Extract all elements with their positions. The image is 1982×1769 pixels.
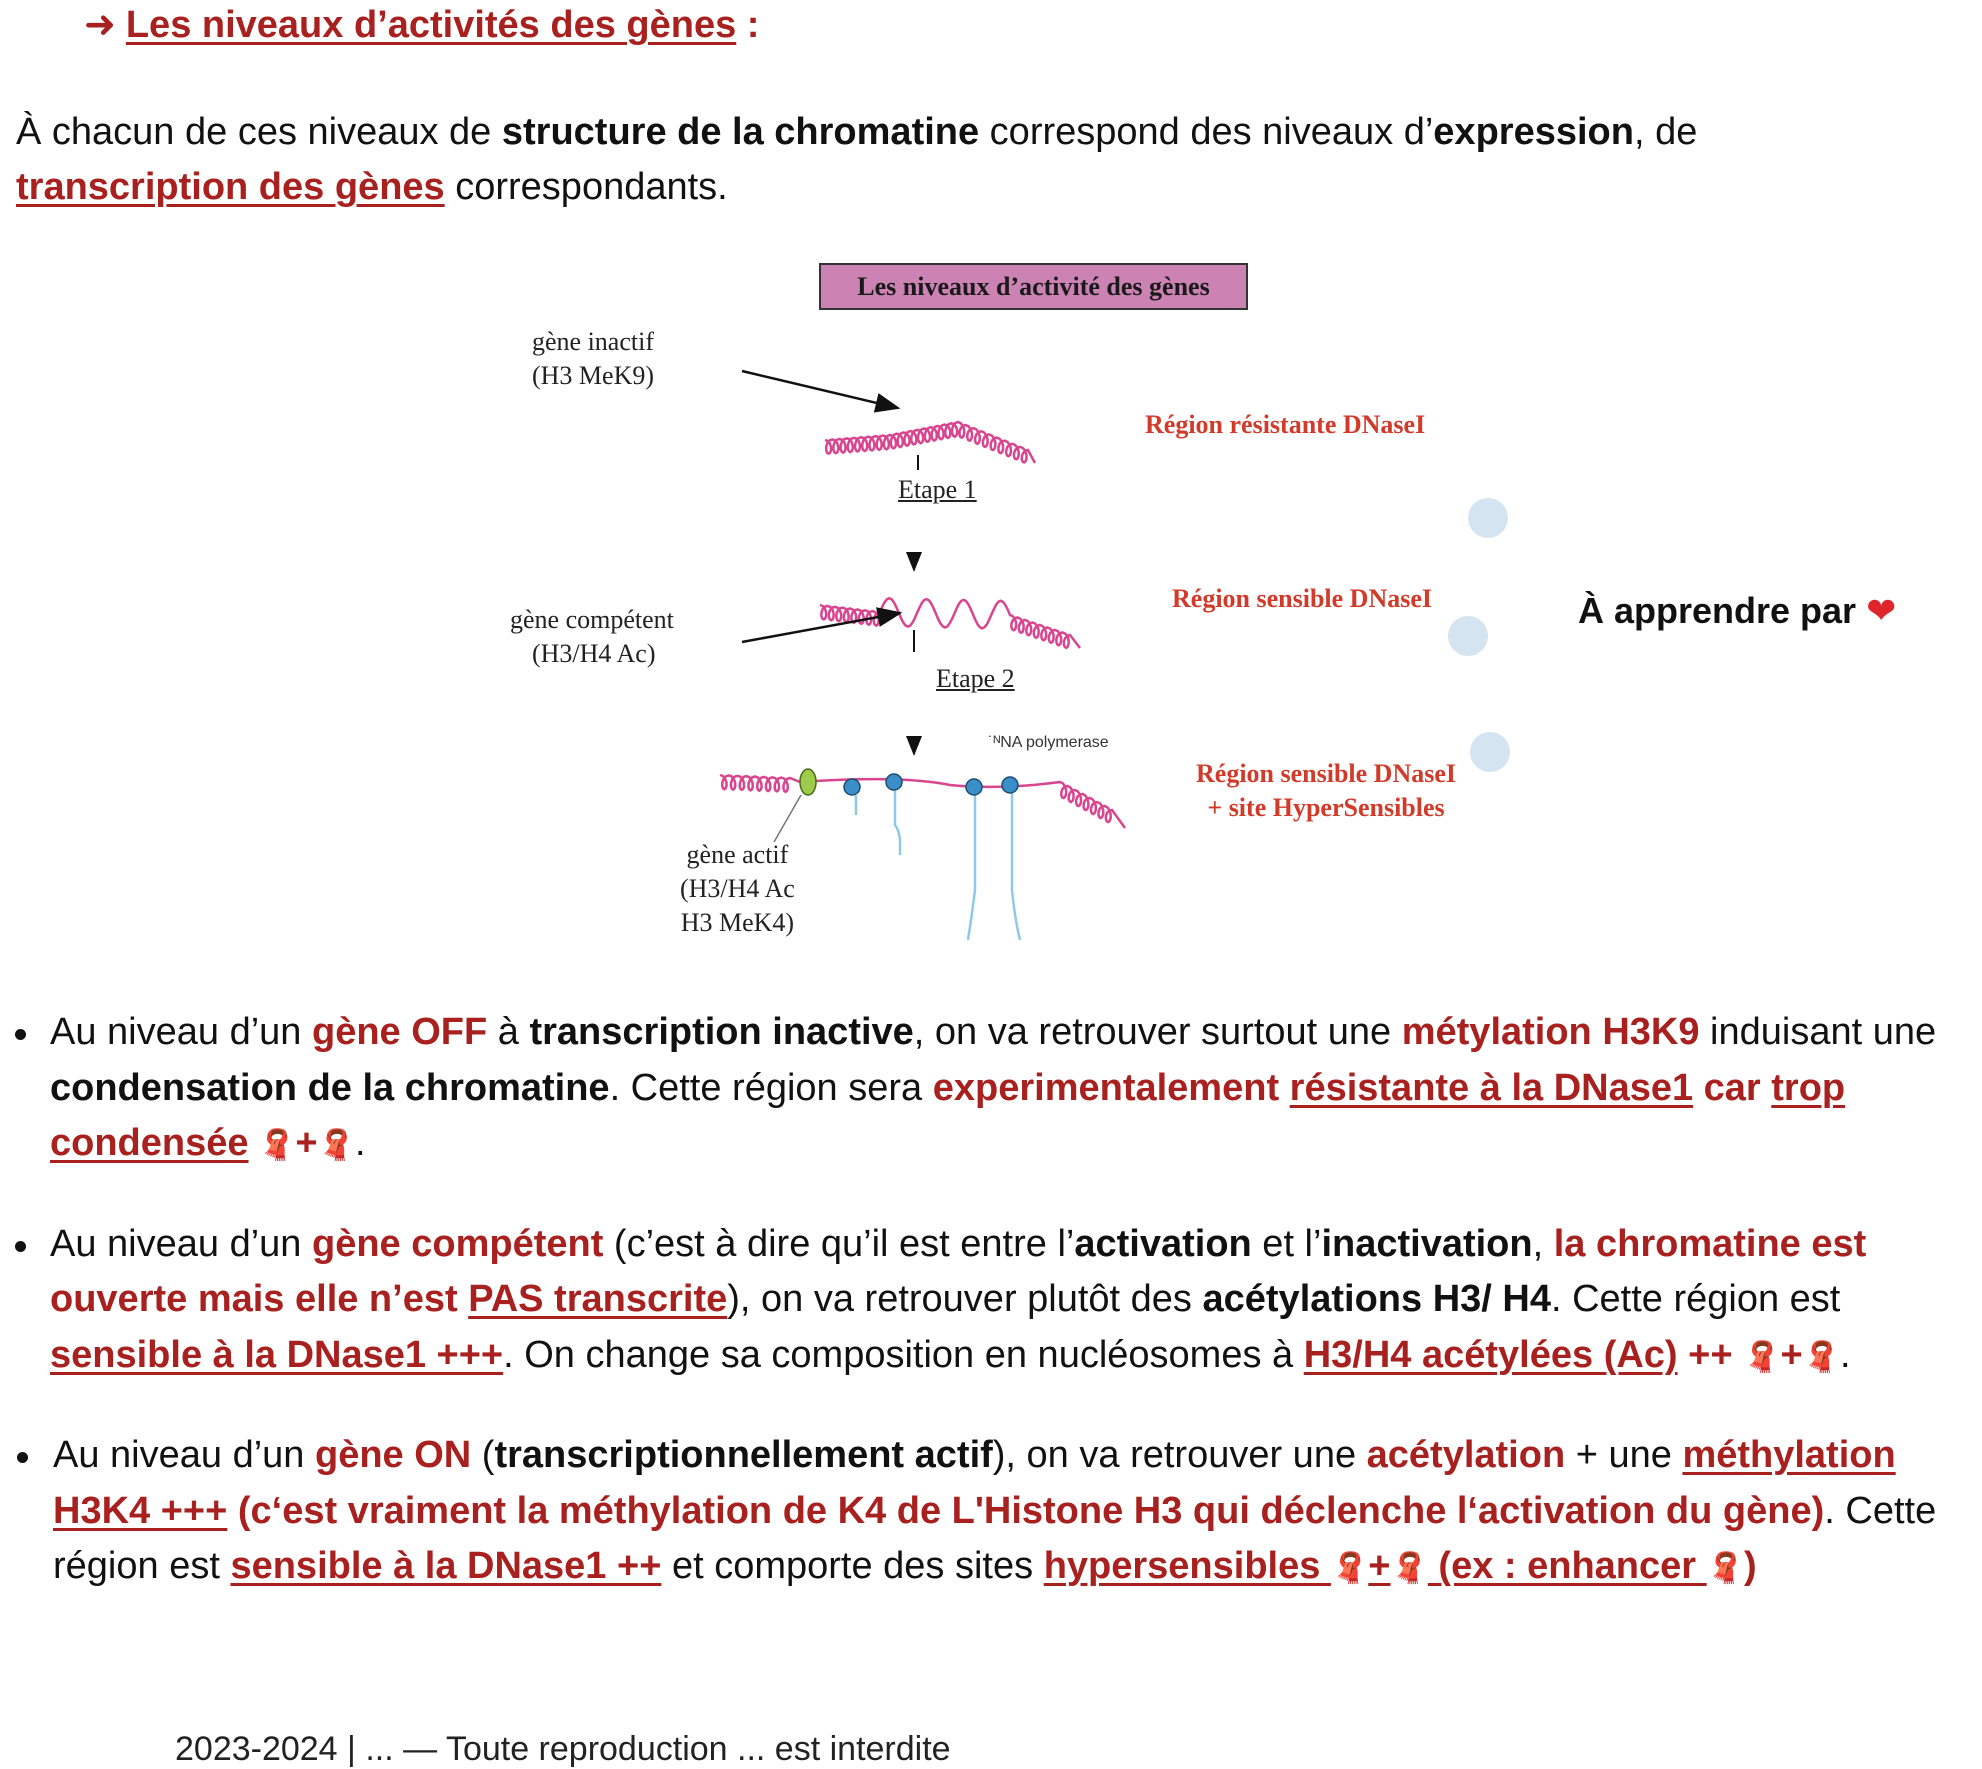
text: induisant une bbox=[1699, 1011, 1937, 1053]
highlight-gene-competent: gène compétent bbox=[311, 1222, 604, 1265]
region-sensitive-label: Région sensible DNaseI bbox=[1172, 584, 1433, 613]
scarf-icon: 🧣 bbox=[1743, 1339, 1781, 1375]
text: Au niveau d’un bbox=[53, 1434, 315, 1476]
intro-text: , de bbox=[1633, 111, 1698, 153]
highlight-experimental: experimentalement bbox=[932, 1066, 1290, 1109]
step-1-label: Etape 1 bbox=[898, 475, 977, 504]
arrow-right-icon: ➜ bbox=[84, 4, 116, 46]
decor-dot-2 bbox=[1448, 616, 1488, 656]
section-title: Les niveaux d’activités des gènes bbox=[125, 4, 737, 46]
text: ), on va retrouver une bbox=[992, 1434, 1367, 1476]
highlight-too-condensed: trop condensée bbox=[50, 1066, 1846, 1164]
bold-condensation: condensation de la chromatine bbox=[50, 1066, 610, 1109]
rna-transcript-3 bbox=[968, 795, 975, 940]
scarf-icon: 🧣 bbox=[317, 1128, 355, 1163]
bold-transcriptionally-active: transcriptionnellement actif bbox=[494, 1434, 993, 1476]
highlight-resistant-dnase: résistante à la DNase1 bbox=[1289, 1066, 1694, 1109]
region-hypersensitive-label bbox=[1196, 757, 1456, 825]
list-item-gene-competent bbox=[0, 1217, 1962, 1386]
text: ), on va retrouver plutôt des bbox=[727, 1278, 1203, 1320]
intro-text: À chacun de ces niveaux de bbox=[16, 111, 502, 153]
highlight-open-chromatin: la chromatine est ouverte mais elle n’est bbox=[50, 1222, 1867, 1320]
region-hypersensitive-line2: + site HyperSensibles bbox=[1207, 793, 1445, 822]
label-competent-gene bbox=[510, 603, 674, 671]
plus-sign: + bbox=[295, 1122, 318, 1164]
text: , on va retrouver surtout une bbox=[913, 1011, 1402, 1053]
highlight-acetylated-h3h4: H3/H4 acétylées (Ac) bbox=[1303, 1333, 1678, 1376]
highlight-sensitive-dnase: sensible à la DNase1 ++ bbox=[230, 1545, 662, 1587]
promoter-pointer bbox=[774, 795, 801, 842]
highlight-enhancer: (ex : enhancer bbox=[1427, 1545, 1707, 1587]
text: et comporte des sites bbox=[661, 1545, 1044, 1587]
label-active-line3: H3 MeK4) bbox=[680, 908, 795, 937]
rna-polymerase-4 bbox=[1002, 777, 1018, 793]
rna-polymerase-3 bbox=[966, 779, 982, 795]
chromatin-open bbox=[820, 598, 1080, 648]
text: ) bbox=[1743, 1545, 1757, 1587]
highlight-plusplus: ++ bbox=[1677, 1333, 1744, 1376]
list-item-gene-on bbox=[0, 1428, 1962, 1597]
rna-polymerase-1 bbox=[844, 779, 860, 795]
label-active-line2: (H3/H4 Ac bbox=[680, 874, 795, 903]
text: . bbox=[354, 1122, 366, 1164]
section-title-colon: : bbox=[736, 4, 760, 46]
text: Au niveau d’un bbox=[50, 1011, 312, 1053]
highlight-hypersensitive: hypersensibles bbox=[1043, 1545, 1331, 1587]
footer-copyright: 2023-2024 | ... — Toute reproduction ... est interdite bbox=[175, 1730, 951, 1768]
pointer-arrow-inactive bbox=[742, 371, 898, 408]
bold-acetylations: acétylations H3/ H4 bbox=[1202, 1278, 1551, 1320]
list-item-gene-off bbox=[0, 1005, 1962, 1174]
label-inactive-gene bbox=[532, 325, 654, 393]
rna-transcript-2 bbox=[895, 790, 900, 855]
bold-inactivation: inactivation bbox=[1321, 1222, 1533, 1265]
text: ( bbox=[471, 1434, 495, 1476]
scarf-icon: 🧣 bbox=[1802, 1339, 1840, 1375]
region-resistant-label: Région résistante DNaseI bbox=[1145, 410, 1426, 439]
label-competent-line2: (H3/H4 Ac) bbox=[532, 639, 656, 668]
intro-bold-expression: expression bbox=[1433, 111, 1634, 153]
plus-sign: + bbox=[1780, 1333, 1803, 1376]
text: et l’ bbox=[1251, 1222, 1322, 1265]
bold-transcription-inactive: transcription inactive bbox=[529, 1011, 914, 1053]
highlight-car: car bbox=[1693, 1066, 1772, 1109]
bold-activation: activation bbox=[1074, 1222, 1252, 1265]
diagram-title: Les niveaux d’activité des gènes bbox=[819, 263, 1248, 310]
rna-transcript-4 bbox=[1012, 790, 1020, 940]
decor-dot-3 bbox=[1470, 732, 1510, 772]
text: . On change sa composition en nucléosomes à bbox=[503, 1333, 1304, 1376]
intro-highlight-transcription: transcription des gènes bbox=[16, 166, 445, 208]
text: . Cette région est bbox=[53, 1489, 1937, 1587]
text: à bbox=[487, 1011, 530, 1053]
highlight-gene-off: gène OFF bbox=[311, 1011, 488, 1053]
label-inactive-line1: gène inactif bbox=[532, 327, 654, 356]
gene-state-list bbox=[0, 1005, 1982, 1597]
text: (c’est à dire qu’il est entre l’ bbox=[603, 1222, 1075, 1265]
intro-text: correspondants. bbox=[444, 166, 728, 208]
scarf-icon: 🧣 bbox=[1390, 1551, 1428, 1586]
gene-activity-diagram bbox=[480, 250, 1540, 950]
intro-text: correspond des niveaux d’ bbox=[979, 111, 1434, 153]
plus-sign: + bbox=[1368, 1545, 1391, 1587]
intro-bold-structure: structure de la chromatine bbox=[501, 111, 980, 153]
highlight-gene-on: gène ON bbox=[314, 1434, 472, 1476]
label-active-line1: gène actif bbox=[686, 840, 789, 869]
highlight-acetylation: acétylation bbox=[1366, 1434, 1566, 1476]
text: Au niveau d’un bbox=[50, 1222, 312, 1265]
rna-polymerase-2 bbox=[886, 774, 902, 790]
promoter-marker bbox=[800, 769, 816, 795]
highlight-not-transcribed: PAS transcrite bbox=[468, 1278, 728, 1320]
highlight-k4-explanation: (c‘est vraiment la méthylation de K4 de L'Histone H3 qui déclenche l‘activation du gène) bbox=[227, 1489, 1825, 1532]
scarf-icon: 🧣 bbox=[1330, 1551, 1369, 1586]
text: . bbox=[1840, 1333, 1851, 1376]
step-2-label: Etape 2 bbox=[936, 664, 1015, 693]
text: , bbox=[1532, 1222, 1554, 1265]
decor-dot-1 bbox=[1468, 498, 1508, 538]
scarf-icon: 🧣 bbox=[248, 1128, 296, 1163]
learn-by-heart-text: À apprendre par bbox=[1578, 590, 1867, 631]
text: . Cette région sera bbox=[609, 1066, 933, 1109]
heart-icon: ❤ bbox=[1866, 591, 1897, 632]
region-hypersensitive-line1: Région sensible DNaseI bbox=[1196, 759, 1457, 788]
label-competent-line1: gène compétent bbox=[510, 605, 674, 634]
text: . Cette région est bbox=[1550, 1278, 1841, 1320]
chromatin-condensed bbox=[825, 422, 1035, 463]
label-inactive-line2: (H3 MeK9) bbox=[532, 361, 655, 390]
intro-paragraph bbox=[16, 105, 1956, 215]
scarf-icon: 🧣 bbox=[1706, 1551, 1744, 1586]
chromatin-active bbox=[720, 775, 1125, 828]
rna-polymerase-label: ˙ᴺNA polymerase bbox=[988, 734, 1109, 751]
highlight-h3k9: métylation H3K9 bbox=[1401, 1011, 1700, 1053]
text: + une bbox=[1565, 1434, 1683, 1476]
highlight-h3k4: méthylation H3K4 +++ bbox=[53, 1434, 1896, 1532]
highlight-sensitive-dnase: sensible à la DNase1 +++ bbox=[50, 1333, 504, 1376]
section-heading bbox=[84, 2, 759, 47]
learn-by-heart-note bbox=[1578, 590, 1896, 632]
label-active-gene bbox=[680, 838, 795, 940]
